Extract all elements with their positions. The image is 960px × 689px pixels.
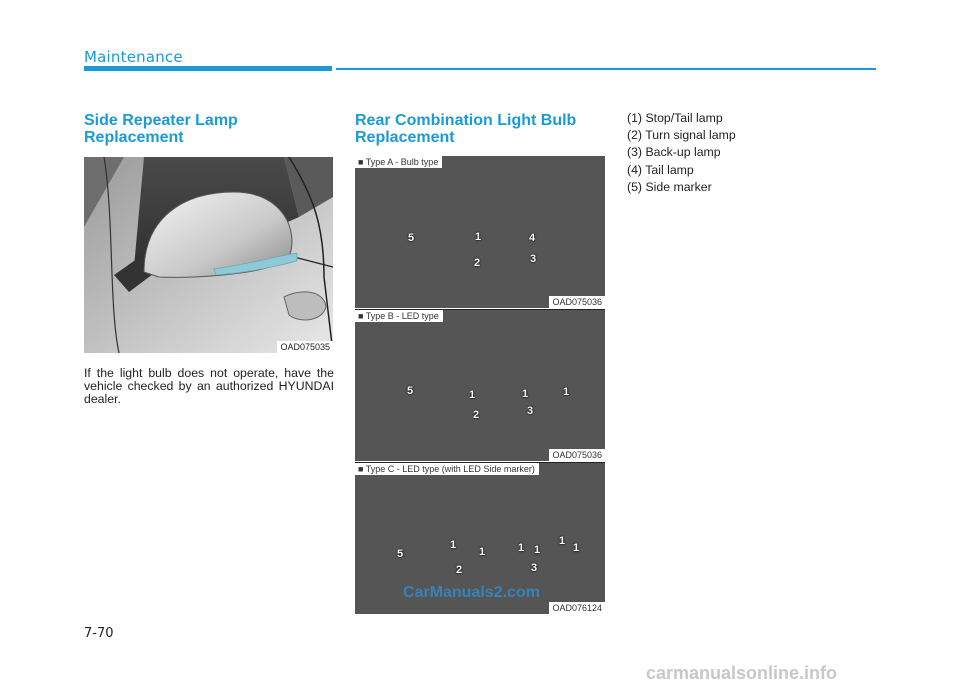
callout-number: 5 xyxy=(407,385,414,397)
callout-number: 1 xyxy=(450,539,457,551)
section-header-title: Maintenance xyxy=(84,48,183,66)
legend-item: (1) Stop/Tail lamp xyxy=(627,111,723,125)
site-watermark: carmanualsonline.info xyxy=(646,663,838,683)
callout-number: 4 xyxy=(529,232,536,244)
callout-number: 2 xyxy=(473,409,480,421)
callout-number: 1 xyxy=(518,542,525,554)
figure-code: OAD075035 xyxy=(277,341,333,353)
legend-item: (2) Turn signal lamp xyxy=(627,128,736,143)
panel-label: ■ Type C - LED type (with LED Side marker) xyxy=(355,463,539,475)
callout-number: 1 xyxy=(573,542,580,554)
side-repeater-body: If the light bulb does not operate, have the vehicle checked by an authorized HYUNDAI dealer. xyxy=(84,366,334,406)
legend-item: (5) Side marker xyxy=(627,179,712,194)
panel-type-a xyxy=(355,156,605,308)
watermark: CarManuals2.com xyxy=(403,584,540,601)
callout-number: 5 xyxy=(397,548,404,560)
header-rule-thin xyxy=(336,68,876,70)
panel-code: OAD075036 xyxy=(549,449,605,461)
legend-item: (4) Tail lamp xyxy=(627,162,694,177)
callout-number: 1 xyxy=(469,389,476,401)
rear-combination-title: Rear Combination Light Bulb Replacement xyxy=(355,112,577,146)
callout-number: 1 xyxy=(563,386,570,398)
side-mirror-illustration xyxy=(84,157,333,353)
panel-code: OAD075036 xyxy=(549,296,605,308)
callout-number: 2 xyxy=(456,564,463,576)
callout-number: 1 xyxy=(479,546,486,558)
legend-item: (3) Back-up lamp xyxy=(627,145,721,160)
callout-number: 3 xyxy=(530,253,537,265)
side-mirror-photo xyxy=(84,157,333,353)
callout-number: 5 xyxy=(408,232,415,244)
callout-number: 1 xyxy=(522,388,529,400)
panel-label: ■ Type A - Bulb type xyxy=(355,156,442,168)
side-repeater-title: Side Repeater Lamp Replacement xyxy=(84,112,238,146)
panel-label: ■ Type B - LED type xyxy=(355,310,443,322)
callout-number: 2 xyxy=(474,257,481,269)
callout-number: 3 xyxy=(531,562,538,574)
bulb-legend xyxy=(627,110,736,196)
panel-code: OAD076124 xyxy=(549,602,605,614)
page-number: 7-70 xyxy=(84,626,114,641)
header-rule-thick xyxy=(84,66,332,71)
callout-number: 1 xyxy=(559,535,566,547)
callout-number: 3 xyxy=(527,405,534,417)
callout-number: 1 xyxy=(534,544,541,556)
callout-number: 1 xyxy=(475,231,482,243)
panel-type-b xyxy=(355,310,605,461)
